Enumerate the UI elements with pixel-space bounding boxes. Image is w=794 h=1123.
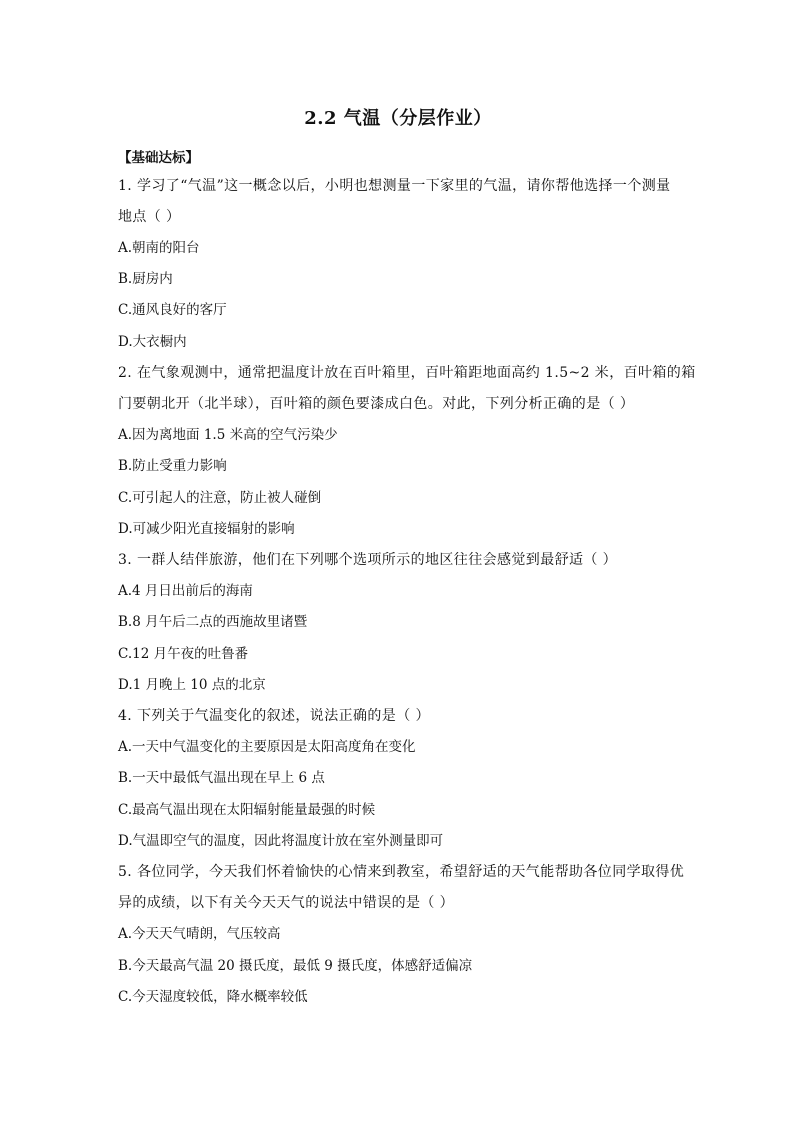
question-2-option-c: C.可引起人的注意，防止被人碰倒: [118, 490, 322, 506]
question-2-option-b: B.防止受重力影响: [118, 458, 227, 474]
question-5-option-b: B.今天最高气温 20 摄氏度，最低 9 摄氏度，体感舒适偏凉: [118, 958, 473, 974]
question-5-option-c: C.今天湿度较低，降水概率较低: [118, 989, 308, 1005]
page-title: 2.2 气温（分层作业）: [304, 108, 492, 129]
question-2-option-d: D.可减少阳光直接辐射的影响: [118, 521, 295, 537]
question-1-option-b: B.厨房内: [118, 271, 173, 287]
question-3-option-b: B.8 月午后二点的西施故里诸暨: [118, 614, 308, 630]
question-4-option-c: C.最高气温出现在太阳辐射能量最强的时候: [118, 802, 376, 818]
question-4-option-d: D.气温即空气的温度，因此将温度计放在室外测量即可: [118, 833, 444, 849]
question-2-option-a: A.因为离地面 1.5 米高的空气污染少: [118, 427, 338, 443]
question-3-option-a: A.4 月日出前后的海南: [118, 583, 253, 599]
question-5-option-a: A.今天天气晴朗，气压较高: [118, 926, 281, 942]
question-1-option-c: C.通风良好的客厅: [118, 302, 227, 318]
question-3-line-1: 3. 一群人结伴旅游，他们在下列哪个选项所示的地区往往会感觉到最舒适（ ）: [118, 552, 618, 568]
question-2-line-1: 2. 在气象观测中，通常把温度计放在百叶箱里，百叶箱距地面高约 1.5~2 米，百叶箱的箱: [118, 365, 696, 381]
question-2-line-2: 门要朝北开（北半球），百叶箱的颜色要漆成白色。对此，下列分析正确的是（ ）: [118, 396, 635, 412]
question-1-line-2: 地点（ ）: [118, 209, 181, 225]
question-4-option-a: A.一天中气温变化的主要原因是太阳高度角在变化: [118, 739, 416, 755]
question-3-option-c: C.12 月午夜的吐鲁番: [118, 646, 249, 662]
question-1-option-d: D.大衣橱内: [118, 334, 187, 350]
question-5-line-2: 异的成绩，以下有关今天天气的说法中错误的是（ ）: [118, 895, 455, 911]
question-3-option-d: D.1 月晚上 10 点的北京: [118, 677, 266, 693]
question-1-option-a: A.朝南的阳台: [118, 240, 200, 256]
question-5-line-1: 5. 各位同学，今天我们怀着愉快的心情来到教室，希望舒适的天气能帮助各位同学取得优: [118, 864, 685, 880]
question-4-option-b: B.一天中最低气温出现在早上 6 点: [118, 770, 325, 786]
question-4-line-1: 4. 下列关于气温变化的叙述，说法正确的是（ ）: [118, 708, 430, 724]
question-1-line-1: 1. 学习了“气温”这一概念以后，小明也想测量一下家里的气温，请你帮他选择一个测量: [118, 178, 671, 194]
section-heading: 【基础达标】: [118, 150, 199, 166]
